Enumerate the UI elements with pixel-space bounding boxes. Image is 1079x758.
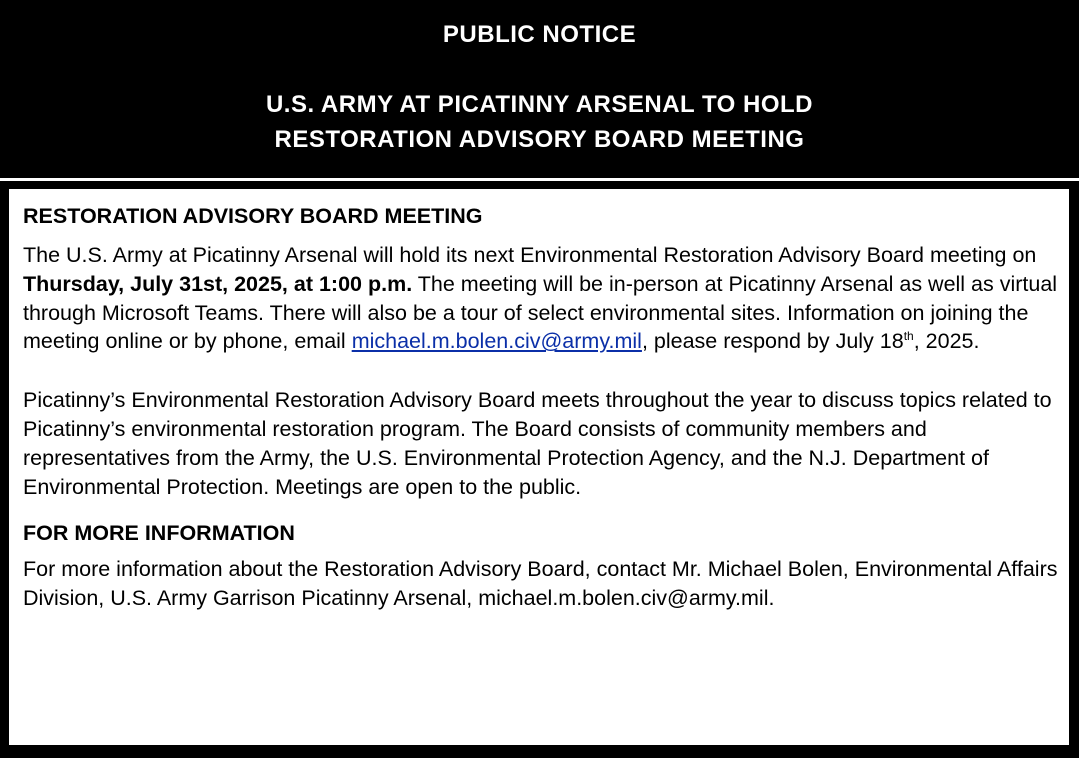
- board-description-paragraph: Picatinny’s Environmental Restoration Advisory Board meets throughout the year to discuss topics related to Picatinny’s environmental restoration program. The Board consists of community members and representatives from the Army, the U.S. Environmental Protection Agency, and the N.J. Department of Environmental Protection. Meetings are open to the public.: [23, 388, 1052, 499]
- notice-header: [0, 0, 1079, 178]
- header-divider: [0, 178, 1079, 181]
- meeting-paragraph: [23, 241, 1059, 356]
- info-paragraph: For more information about the Restoration Advisory Board, contact Mr. Michael Bolen, Environmental Affairs Division, U.S. Army Garrison Picatinny Arsenal, michael.m.bolen.civ@army.mil.: [23, 557, 1058, 611]
- headline-line-2: RESTORATION ADVISORY BOARD MEETING: [274, 126, 805, 153]
- meeting-text-b: The meeting will be in-person at Picatinny Arsenal as well as virtual through Microsoft Teams. There will also be a tour of select environmental sites. Information on joining the meeting online or by phone, email: [23, 271, 1058, 354]
- meeting-date: Thursday, July 31st, 2025, at 1:00 p.m.: [23, 271, 413, 296]
- headline-line-1: U.S. ARMY AT PICATINNY ARSENAL TO HOLD: [265, 91, 814, 118]
- notice-body-panel: [9, 189, 1069, 745]
- notice-title: PUBLIC NOTICE: [442, 21, 637, 48]
- meeting-section-heading: RESTORATION ADVISORY BOARD MEETING: [23, 204, 483, 228]
- meeting-text-a: The U.S. Army at Picatinny Arsenal will hold its next Environmental Restoration Advisory Board meeting on: [23, 243, 1037, 267]
- meeting-text-c: , please respond by July 18: [641, 329, 904, 354]
- date-suffix: th: [903, 329, 914, 344]
- meeting-text-d: , 2025.: [913, 329, 980, 354]
- info-section-heading: FOR MORE INFORMATION: [23, 521, 295, 546]
- email-link[interactable]: michael.m.bolen.civ@army.mil: [351, 329, 642, 354]
